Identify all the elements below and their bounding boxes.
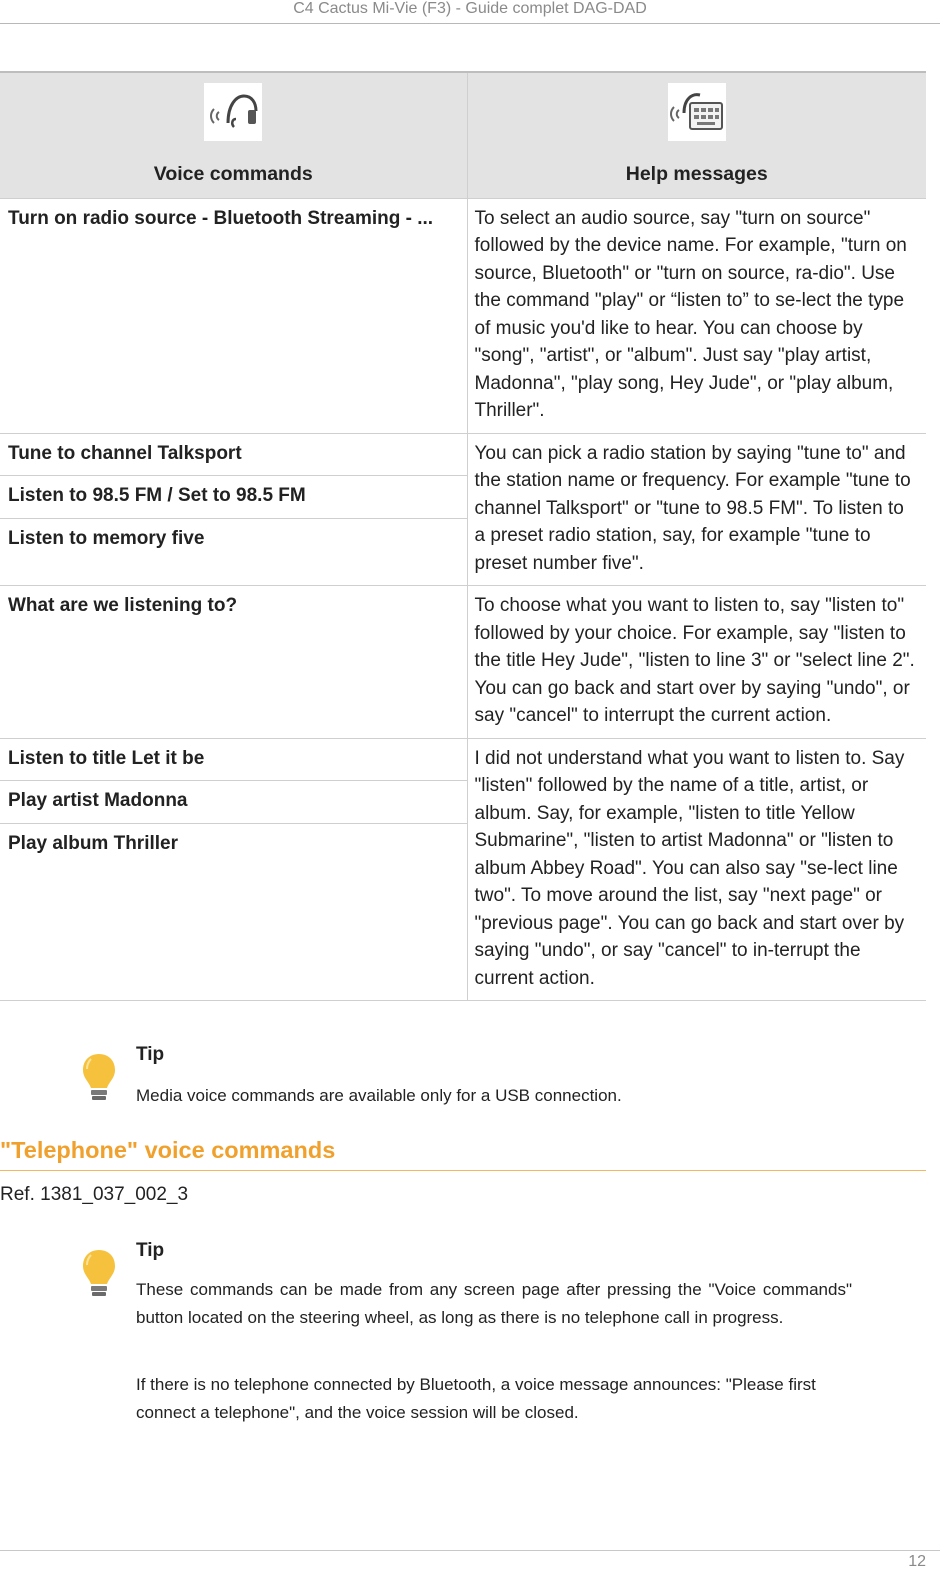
page-number: 12 — [908, 1553, 926, 1570]
help-messages-header-label: Help messages — [625, 163, 768, 185]
lightbulb-icon — [82, 1052, 116, 1104]
footer-divider — [0, 1550, 940, 1551]
help-message-cell: You can pick a radio station by saying "tune to" and the station name or frequency. For example "tune to channel Talksport" or "tune to 98.5 FM". To listen to a preset radio station, say, for example "tune to preset number five". — [467, 433, 926, 586]
tip-box-media — [0, 1040, 940, 1110]
help-messages-header — [467, 72, 926, 198]
table-row — [0, 586, 926, 739]
tip-text: If there is no telephone connected by Bluetooth, a voice message announces: "Please first connect a telephone", and the voice session will be closed. — [136, 1375, 816, 1422]
command-cell: Play album Thriller — [0, 823, 467, 1001]
command-cell: Play artist Madonna — [0, 781, 467, 824]
voice-command-icon — [204, 83, 262, 141]
command-cell: Listen to title Let it be — [0, 738, 467, 781]
help-message-cell: To select an audio source, say "turn on source" followed by the device name. For example, "turn on source, Bluetooth" or "turn on source, ra-dio". Use the command "play" or “listen to” to se-lect the type of music you'd like to hear. You can choose by "song", "artist", or "album". Just say "play artist, Madonna", "play song, Hey Jude", or "play album, Thriller". — [467, 198, 926, 433]
help-message-cell: To choose what you want to listen to, say "listen to" followed by your choice. For example, say "listen to the title Hey Jude", "listen to line 3" or "select line 2". You can go back and start over by saying "undo", or say "cancel" to interrupt the current action. — [467, 586, 926, 739]
command-cell: What are we listening to? — [0, 586, 467, 739]
voice-commands-table — [0, 71, 926, 1001]
reference-code: Ref. 1381_037_002_3 — [0, 1184, 189, 1205]
table-row — [0, 198, 926, 433]
tip-box-telephone — [0, 1236, 940, 1436]
help-message-cell: I did not understand what you want to listen to. Say "listen" followed by the name of a title, artist, or album. Say, for example, "listen to title Yellow Submarine", "listen to artist Madonna" or "listen to album Abbey Road". You can also say "se-lect line two". To move around the list, say "next page" or "previous page". You can go back and start over by saying "undo", or say "cancel" to in-terrupt the current action. — [467, 738, 926, 1001]
tip-title: Tip — [136, 1044, 165, 1065]
table-row — [0, 433, 926, 476]
tip-title: Tip — [136, 1240, 165, 1261]
table-header-row — [0, 72, 926, 198]
lightbulb-icon — [82, 1248, 116, 1300]
tip-text: Media voice commands are available only for a USB connection. — [136, 1086, 622, 1105]
command-cell: Listen to 98.5 FM / Set to 98.5 FM — [0, 476, 467, 519]
command-cell: Listen to memory five — [0, 518, 467, 586]
section-heading: "Telephone" voice commands — [0, 1133, 926, 1171]
command-cell: Turn on radio source - Bluetooth Streaming - ... — [0, 198, 467, 433]
table-row — [0, 738, 926, 781]
tip-text: These commands can be made from any screen page after pressing the "Voice commands" button located on the steering wheel, as long as there is no telephone call in progress. — [136, 1280, 852, 1327]
running-header: C4 Cactus Mi-Vie (F3) - Guide complet DAG-DAD — [0, 0, 940, 24]
command-cell: Tune to channel Talksport — [0, 433, 467, 476]
voice-commands-header — [0, 72, 467, 198]
help-message-icon — [668, 83, 726, 141]
voice-commands-header-label: Voice commands — [153, 163, 313, 185]
